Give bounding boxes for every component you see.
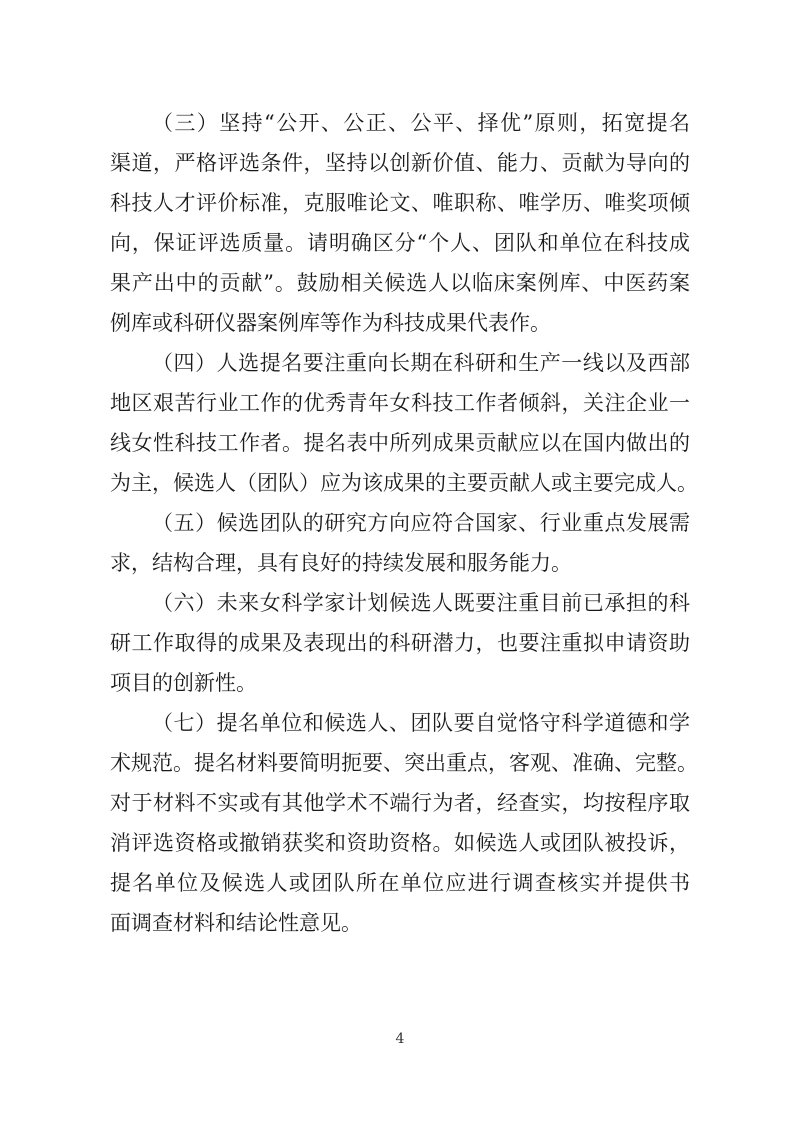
text-line: 研工作取得的成果及表现出的科研潜力，也要注重拟申请资助 [110, 631, 690, 655]
text-line: 向，保证评选质量。请明确区分“个人、团队和单位在科技成 [110, 231, 690, 255]
text-line: 果产出中的贡献”。鼓励相关候选人以临床案例库、中医药案 [110, 271, 690, 295]
paragraph-7 [110, 703, 698, 943]
text-line: （三）坚持“公开、公正、公平、择优”原则，拓宽提名 [152, 111, 690, 135]
text-line: （七）提名单位和候选人、团队要自觉恪守科学道德和学 [152, 711, 690, 735]
paragraph-5 [110, 503, 690, 583]
text-line: 项目的创新性。 [110, 671, 257, 695]
paragraph-3 [110, 103, 690, 343]
page-number: 4 [395, 1031, 405, 1047]
paragraph-4 [110, 343, 698, 503]
text-line: 线女性科技工作者。提名表中所列成果贡献应以在国内做出的 [110, 431, 690, 455]
document-body [110, 103, 698, 943]
text-line: 求，结构合理，具有良好的持续发展和服务能力。 [110, 551, 572, 575]
text-line: 术规范。提名材料要简明扼要、突出重点，客观、准确、完整。 [110, 751, 698, 775]
text-line: 地区艰苦行业工作的优秀青年女科技工作者倾斜，关注企业一 [110, 391, 690, 415]
text-line: （五）候选团队的研究方向应符合国家、行业重点发展需 [152, 511, 690, 535]
text-line: 对于材料不实或有其他学术不端行为者，经查实，均按程序取 [110, 791, 690, 815]
text-line: 例库或科研仪器案例库等作为科技成果代表作。 [110, 311, 551, 335]
text-line: 提名单位及候选人或团队所在单位应进行调查核实并提供书 [110, 871, 690, 895]
text-line: 科技人才评价标准，克服唯论文、唯职称、唯学历、唯奖项倾 [110, 191, 690, 215]
paragraph-6 [110, 583, 690, 703]
text-line: 面调查材料和结论性意见。 [110, 911, 362, 935]
text-line: （六）未来女科学家计划候选人既要注重目前已承担的科 [152, 591, 690, 615]
text-line: 渠道，严格评选条件，坚持以创新价值、能力、贡献为导向的 [110, 151, 690, 175]
text-line: 为主，候选人（团队）应为该成果的主要贡献人或主要完成人。 [110, 471, 698, 495]
text-line: （四）人选提名要注重向长期在科研和生产一线以及西部 [152, 351, 690, 375]
text-line: 消评选资格或撤销获奖和资助资格。如候选人或团队被投诉， [110, 831, 690, 855]
